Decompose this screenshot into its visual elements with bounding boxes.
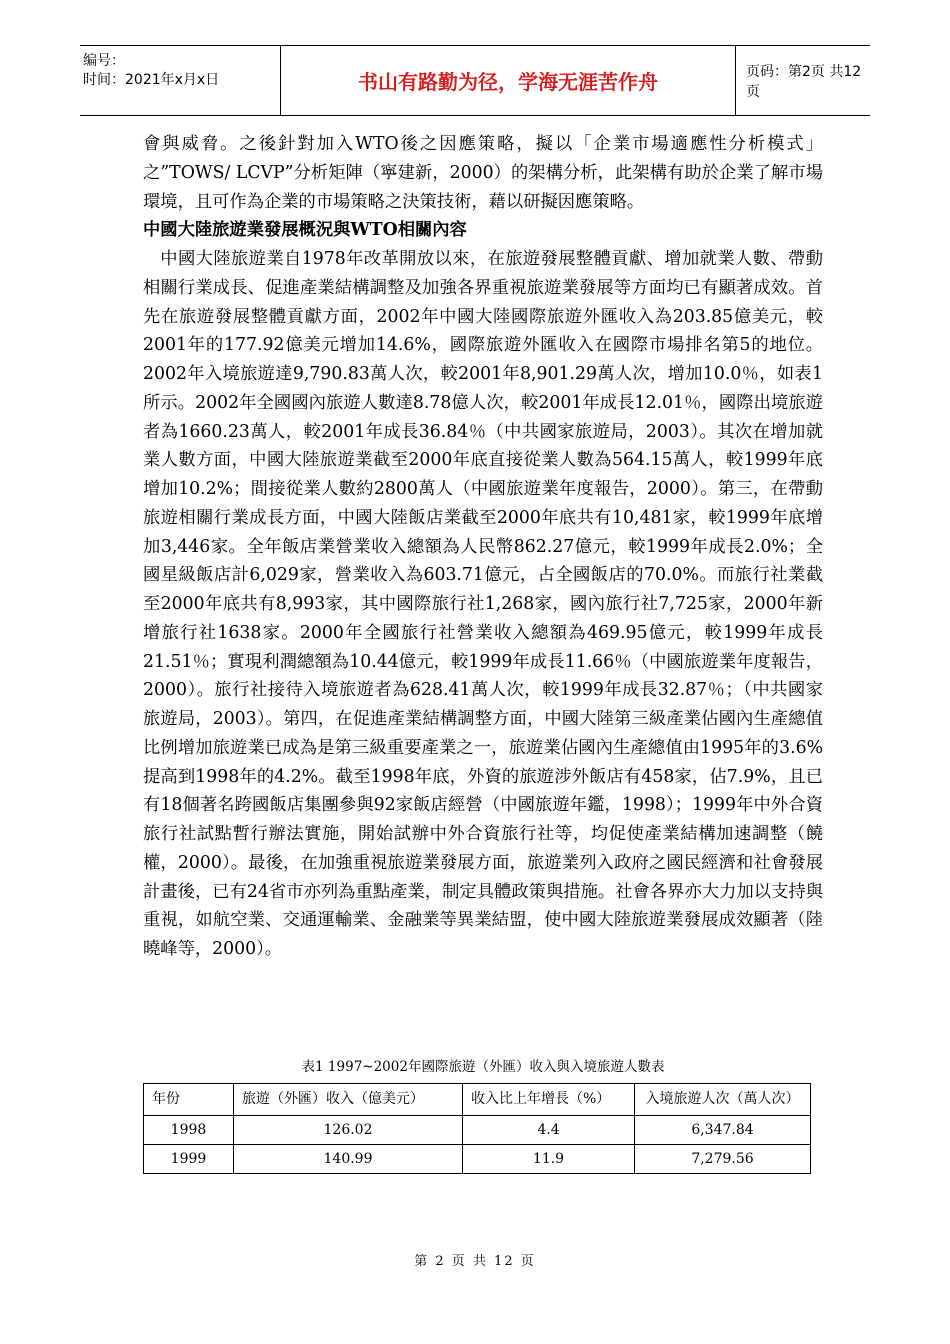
cell-revenue: 126.02 bbox=[234, 1116, 463, 1145]
cell-visitors: 7,279.56 bbox=[635, 1145, 811, 1174]
cell-revenue: 140.99 bbox=[234, 1145, 463, 1174]
header-meta bbox=[80, 46, 280, 115]
table-header-row bbox=[144, 1084, 811, 1116]
cell-growth: 4.4 bbox=[463, 1116, 635, 1145]
number-label: 编号： bbox=[83, 53, 125, 69]
page-header bbox=[80, 45, 870, 116]
cell-visitors: 6,347.84 bbox=[635, 1116, 811, 1145]
header-revenue: 旅遊（外匯）收入（億美元） bbox=[234, 1084, 463, 1116]
cell-year: 1999 bbox=[144, 1145, 234, 1174]
header-visitors: 入境旅遊人次（萬人次） bbox=[635, 1084, 811, 1116]
section-heading: 中國大陸旅遊業發展概況與WTO相關內容 bbox=[143, 220, 467, 241]
header-page-label: 页码：第2页 共12页 bbox=[746, 63, 862, 100]
cell-year: 1998 bbox=[144, 1116, 234, 1145]
header-year: 年份 bbox=[144, 1084, 234, 1116]
data-table bbox=[143, 1083, 811, 1174]
document-body bbox=[143, 130, 823, 964]
header-growth: 收入比上年增長（%） bbox=[463, 1084, 635, 1116]
header-motto: 书山有路勤为径，学海无涯苦作舟 bbox=[280, 46, 736, 115]
page-footer: 第 2 页 共 12 页 bbox=[414, 1254, 536, 1269]
cell-growth: 11.9 bbox=[463, 1145, 635, 1174]
paragraph-1: 會與威脅。之後針對加入WTO後之因應策略，擬以「企業市場適應性分析模式」之”TOWS/ LCVP”分析矩陣（寧建新，2000）的架構分析，此架構有助於企業了解市場環境，且可作為企業的市場策略之決策技術，藉以研擬因應策略。 bbox=[143, 134, 823, 212]
paragraph-2: 中國大陸旅遊業自1978年改革開放以來，在旅遊發展整體貢獻、增加就業人數、帶動相關行業成長、促進產業結構調整及加強各界重視旅遊業發展等方面均已有顯著成效。首先在旅遊發展整體貢獻方面，2002年中國大陸國際旅遊外匯收入為203.85億美元，較2001年的177.92億美元增加14.6%，國際旅遊外匯收入在國際市場排名第5的地位。2002年入境旅遊達9,790.83萬人次，較2001年8,901.29萬人次，增加10.0％，如表1所示。2002年全國國內旅遊人數達8.78億人次，較2001年成長12.01％，國際出境旅遊者為1660.23萬人，較2001年成長36.84％（中共國家旅遊局，2003）。其次在增加就業人數方面，中國大陸旅遊業截至2000年底直接從業人數為564.15萬人，較1999年底增加10.2%；間接從業人數約2800萬人（中國旅遊業年度報告，2000）。第三，在帶動旅遊相關行業成長方面，中國大陸飯店業截至2000年底共有10,481家，較1999年底增加3,446家。全年飯店業營業收入總額為人民幣862.27億元，較1999年成長2.0%；全國星級飯店計6,029家，營業收入為603.71億元，占全國飯店的70.0%。而旅行社業截至2000年底共有8,993家，其中國際旅行社1,268家，國內旅行社7,725家，2000年新增旅行社1638家。2000年全國旅行社營業收入總額為469.95億元，較1999年成長21.51％；實現利潤總額為10.44億元，較1999年成長11.66％（中國旅遊業年度報告，2000）。旅行社接待入境旅遊者為628.41萬人次，較1999年成長32.87％；（中共國家旅遊局，2003）。第四，在促進產業結構調整方面，中國大陸第三級產業佔國內生產總值比例增加旅遊業已成為是第三級重要產業之一，旅遊業佔國內生產總值由1995年的3.6%提高到1998年的4.2%。截至1998年底，外資的旅遊涉外飯店有458家，佔7.9%，且已有18個著名跨國飯店集團參與92家飯店經營（中國旅遊年鑑，1998）；1999年中外合資旅行社試點暫行辦法實施，開始試辦中外合資旅行社等，均促使產業結構加速調整（饒權，2000）。最後，在加強重視旅遊業發展方面，旅遊業列入政府之國民經濟和社會發展計畫後，已有24省市亦列為重點產業，制定具體政策與措施。社會各界亦大力加以支持與重視，如航空業、交通運輸業、金融業等異業結盟，使中國大陸旅遊業發展成效顯著（陸曉峰等，2000）。 bbox=[143, 249, 823, 959]
time-label: 时间：2021年x月x日 bbox=[83, 72, 220, 88]
table-caption: 表1 1997~2002年國際旅遊（外匯）收入與入境旅遊人數表 bbox=[301, 1059, 665, 1075]
table-row bbox=[144, 1116, 811, 1145]
table-row bbox=[144, 1145, 811, 1174]
